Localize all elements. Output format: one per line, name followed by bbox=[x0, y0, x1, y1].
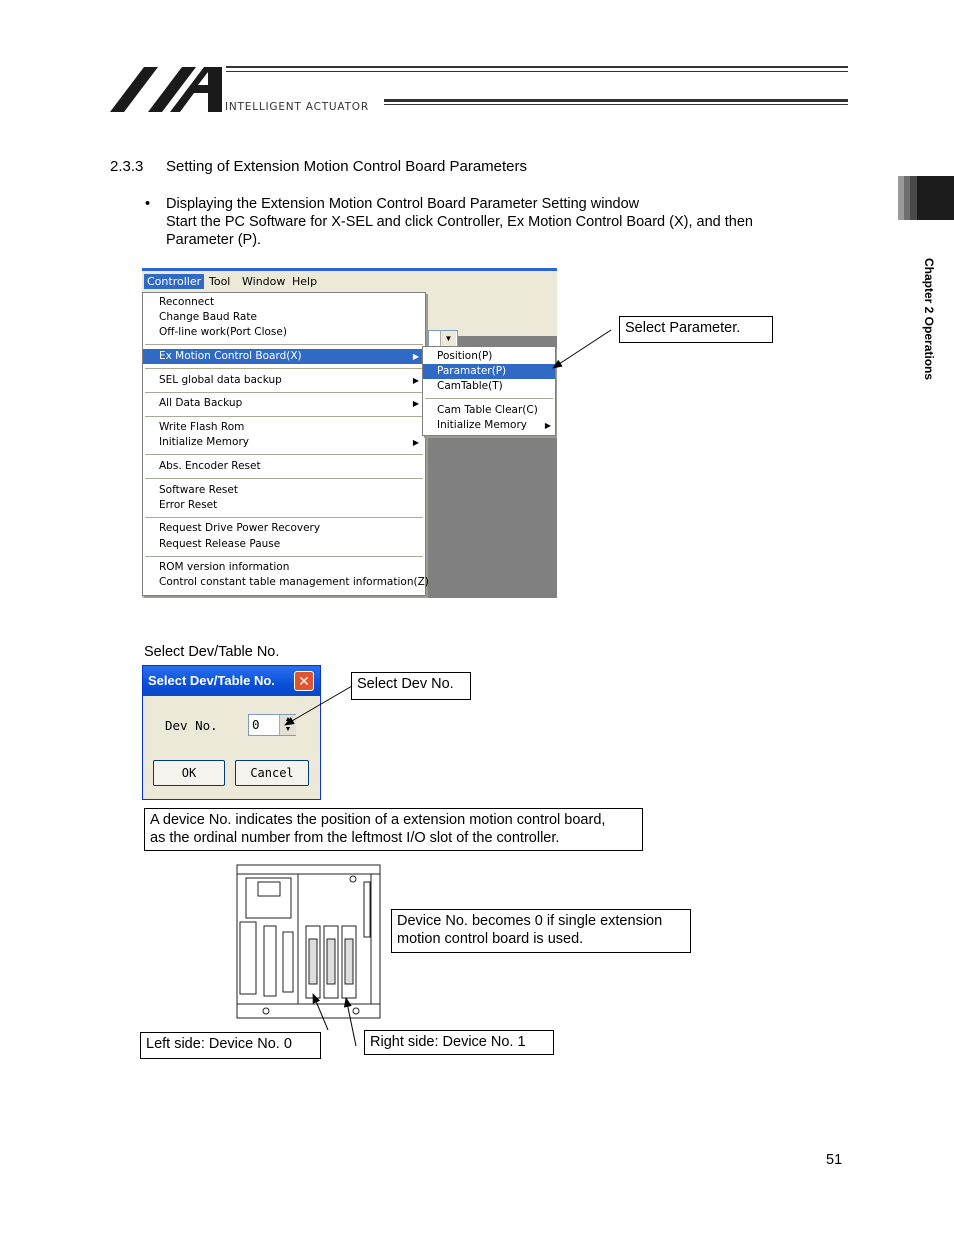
submenu-item-camtable[interactable]: CamTable(T) bbox=[437, 380, 503, 392]
dialog-title: Select Dev/Table No. bbox=[143, 666, 320, 696]
chapter-label: Chapter 2 Operations bbox=[922, 258, 936, 381]
chevron-down-icon[interactable]: ▼ bbox=[440, 331, 456, 347]
menu-item-reconnect[interactable]: Reconnect bbox=[159, 296, 215, 308]
callout-right-side: Right side: Device No. 1 bbox=[364, 1030, 554, 1055]
bullet-line-3: Parameter (P). bbox=[166, 232, 262, 248]
menu-item-write-flash-rom[interactable]: Write Flash Rom bbox=[159, 421, 245, 433]
callout-left-side: Left side: Device No. 0 bbox=[140, 1032, 321, 1059]
chevron-right-icon: ▶ bbox=[412, 399, 419, 408]
menu-item-request-release-pause[interactable]: Request Release Pause bbox=[159, 538, 281, 550]
brand-name: INTELLIGENT ACTUATOR bbox=[225, 101, 369, 113]
bullet-line-2: Start the PC Software for X-SEL and click Controller, Ex Motion Control Board (X), and then bbox=[166, 214, 753, 230]
menu-item-label: All Data Backup bbox=[159, 397, 243, 409]
chevron-right-icon: ▶ bbox=[544, 421, 551, 430]
single-board-line-1: Device No. becomes 0 if single extension bbox=[397, 913, 663, 929]
menubar-tool[interactable]: Tool bbox=[209, 275, 231, 288]
cancel-button[interactable]: Cancel bbox=[235, 760, 309, 786]
menu-item-offline-work[interactable]: Off-line work(Port Close) bbox=[159, 326, 287, 338]
section-title: Setting of Extension Motion Control Board Parameters bbox=[166, 158, 528, 175]
menu-item-label: Initialize Memory bbox=[437, 419, 527, 431]
bullet-marker: • bbox=[145, 196, 151, 212]
chevron-right-icon: ▶ bbox=[412, 352, 419, 361]
callout-select-dev-no: Select Dev No. bbox=[351, 672, 471, 700]
menu-item-change-baud-rate[interactable]: Change Baud Rate bbox=[159, 311, 257, 323]
menu-item-error-reset[interactable]: Error Reset bbox=[159, 499, 218, 511]
dialog-caption: Select Dev/Table No. bbox=[144, 644, 280, 660]
close-icon[interactable]: ✕ bbox=[294, 671, 314, 691]
explanation-line-2: as the ordinal number from the leftmost I/O slot of the controller. bbox=[150, 830, 560, 846]
menu-item-control-constant-table[interactable]: Control constant table management information(Z) bbox=[159, 576, 429, 588]
menubar-window[interactable]: Window bbox=[242, 275, 286, 288]
menu-item-abs-encoder-reset[interactable]: Abs. Encoder Reset bbox=[159, 460, 261, 472]
dev-no-label: Dev No. bbox=[165, 718, 218, 733]
dev-no-value: 0 bbox=[252, 717, 260, 732]
submenu-item-cam-table-clear[interactable]: Cam Table Clear(C) bbox=[437, 404, 538, 416]
submenu-item-parameter[interactable]: Paramater(P) bbox=[423, 364, 555, 379]
menubar-help[interactable]: Help bbox=[292, 275, 318, 288]
page-number: 51 bbox=[826, 1152, 843, 1168]
explanation-line-1: A device No. indicates the position of a extension motion control board, bbox=[150, 812, 606, 828]
chapter-tab bbox=[898, 176, 954, 220]
menubar-controller[interactable]: Controller bbox=[144, 274, 204, 289]
chevron-right-icon: ▶ bbox=[412, 438, 419, 447]
submenu-item-position[interactable]: Position(P) bbox=[437, 350, 493, 362]
menu-item-label: SEL global data backup bbox=[159, 374, 282, 386]
menu-item-label: Ex Motion Control Board(X) bbox=[159, 350, 302, 362]
menu-item-rom-version-information[interactable]: ROM version information bbox=[159, 561, 290, 573]
single-board-line-2: motion control board is used. bbox=[397, 931, 584, 947]
menu-item-software-reset[interactable]: Software Reset bbox=[159, 484, 238, 496]
ok-button[interactable]: OK bbox=[153, 760, 225, 786]
callout-select-parameter: Select Parameter. bbox=[619, 316, 773, 343]
bullet-line-1: Displaying the Extension Motion Control Board Parameter Setting window bbox=[166, 196, 640, 212]
menu-item-request-drive-power-recovery[interactable]: Request Drive Power Recovery bbox=[159, 522, 321, 534]
spinner-arrows-icon[interactable]: ▲ ▼ bbox=[279, 715, 296, 735]
menu-item-label: Initialize Memory bbox=[159, 436, 249, 448]
section-number: 2.3.3 bbox=[110, 158, 144, 175]
chevron-right-icon: ▶ bbox=[412, 376, 419, 385]
